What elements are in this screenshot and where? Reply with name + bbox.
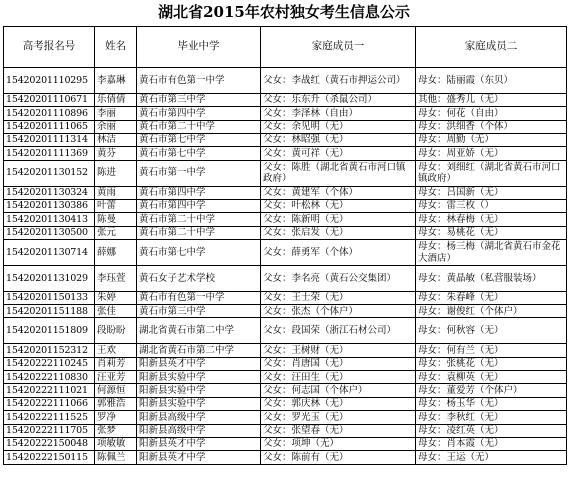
table-row bbox=[4, 240, 567, 266]
cell-exam-id: 15420201130324 bbox=[4, 186, 95, 199]
cell-member-two: 母女：董爱芳（个体户） bbox=[416, 384, 567, 397]
cell-name: 张佳 bbox=[95, 305, 137, 318]
cell-member-one: 父女：张启发（无） bbox=[261, 226, 416, 239]
header-name: 姓名 bbox=[95, 27, 137, 68]
table-row bbox=[4, 68, 567, 94]
table-row bbox=[4, 291, 567, 304]
table-row bbox=[4, 384, 567, 397]
cell-member-two: 母女：雷三枚（） bbox=[416, 199, 567, 212]
cell-exam-id: 15420222110245 bbox=[4, 357, 95, 370]
cell-member-two: 母女：周亚娇（无） bbox=[416, 147, 567, 160]
cell-school: 阳新县高级中学 bbox=[137, 424, 261, 437]
table-row bbox=[4, 397, 567, 410]
cell-member-two: 母女：陆丽霞（东贝） bbox=[416, 68, 567, 94]
table-row bbox=[4, 226, 567, 239]
cell-member-two: 母女：张桃花（无） bbox=[416, 357, 567, 370]
table-row bbox=[4, 147, 567, 160]
cell-name: 段盼盼 bbox=[95, 318, 137, 344]
cell-exam-id: 15420222150048 bbox=[4, 438, 95, 451]
cell-member-one: 父女：黄建军（个体） bbox=[261, 186, 416, 199]
cell-member-two: 母女：周勤（无） bbox=[416, 133, 567, 146]
cell-exam-id: 15420222150115 bbox=[4, 451, 95, 464]
table-row bbox=[4, 305, 567, 318]
cell-exam-id: 15420201110295 bbox=[4, 68, 95, 94]
cell-school: 阳新县实验中学 bbox=[137, 397, 261, 410]
cell-school: 黄石女子艺术学校 bbox=[137, 265, 261, 291]
cell-member-two: 母女：何秋容（无） bbox=[416, 318, 567, 344]
cell-member-one: 父女：乐东升（杀鼠公司） bbox=[261, 93, 416, 106]
cell-name: 郭雅浩 bbox=[95, 397, 137, 410]
cell-member-one: 父女：王士荣（无） bbox=[261, 291, 416, 304]
cell-exam-id: 15420222111705 bbox=[4, 424, 95, 437]
cell-name: 朱婷 bbox=[95, 291, 137, 304]
cell-member-one: 父女：肖唐国（无） bbox=[261, 357, 416, 370]
cell-member-one: 父女：陈新明（无） bbox=[261, 213, 416, 226]
cell-member-two: 母女：朱春峰（无） bbox=[416, 291, 567, 304]
cell-school: 湖北省黄石市第二中学 bbox=[137, 318, 261, 344]
cell-member-two: 母女：林春梅（无） bbox=[416, 213, 567, 226]
cell-member-one: 父女：黄可祥（无） bbox=[261, 147, 416, 160]
cell-name: 王欢 bbox=[95, 344, 137, 357]
cell-name: 汪亚芳 bbox=[95, 371, 137, 384]
cell-school: 湖北省黄石市第二中学 bbox=[137, 344, 261, 357]
cell-exam-id: 15420201130714 bbox=[4, 240, 95, 266]
cell-member-one: 父女：项坤（无） bbox=[261, 438, 416, 451]
cell-school: 黄石市第三中学 bbox=[137, 305, 261, 318]
cell-name: 黄芬 bbox=[95, 147, 137, 160]
cell-school: 黄石市第四中学 bbox=[137, 107, 261, 120]
cell-exam-id: 15420201152312 bbox=[4, 344, 95, 357]
cell-member-one: 父女：李名亮（黄石公交集团） bbox=[261, 265, 416, 291]
table-row bbox=[4, 186, 567, 199]
cell-exam-id: 15420201110896 bbox=[4, 107, 95, 120]
cell-member-two: 母女：刘细红（湖北省黄石市河口镇政府） bbox=[416, 160, 567, 186]
cell-school: 黄石市有色第一中学 bbox=[137, 291, 261, 304]
cell-exam-id: 15420201151188 bbox=[4, 305, 95, 318]
cell-exam-id: 15420222111021 bbox=[4, 384, 95, 397]
cell-name: 罗净 bbox=[95, 411, 137, 424]
cell-member-one: 父女：薛勇军（个体） bbox=[261, 240, 416, 266]
cell-name: 肖莉芳 bbox=[95, 357, 137, 370]
header-row bbox=[4, 27, 567, 68]
cell-name: 项敏敏 bbox=[95, 438, 137, 451]
cell-exam-id: 15420201130413 bbox=[4, 213, 95, 226]
cell-name: 何源恒 bbox=[95, 384, 137, 397]
cell-member-two: 母女：易桃花（无） bbox=[416, 226, 567, 239]
cell-member-two: 母女：杨三梅（湖北省黄石市金花大酒店） bbox=[416, 240, 567, 266]
cell-school: 阳新县英才中学 bbox=[137, 451, 261, 464]
cell-member-one: 父女：陈前有（无） bbox=[261, 451, 416, 464]
cell-school: 阳新县实验中学 bbox=[137, 371, 261, 384]
cell-exam-id: 15420222110830 bbox=[4, 371, 95, 384]
cell-member-one: 父女：段国荣（浙江石材公司） bbox=[261, 318, 416, 344]
cell-member-two: 母女：黄晶敏（私营服装场） bbox=[416, 265, 567, 291]
header-member-two: 家庭成员二 bbox=[416, 27, 567, 68]
cell-member-one: 父女：余见明（无） bbox=[261, 120, 416, 133]
cell-exam-id: 15420201150133 bbox=[4, 291, 95, 304]
cell-member-one: 父女：李战红（黄石市押运公司） bbox=[261, 68, 416, 94]
table-row bbox=[4, 451, 567, 464]
cell-member-two: 母女：吕国新（无） bbox=[416, 186, 567, 199]
table-row bbox=[4, 371, 567, 384]
cell-member-two: 母女：何花（自由） bbox=[416, 107, 567, 120]
page-title: 湖北省2015年农村独女考生信息公示 bbox=[158, 3, 410, 21]
cell-exam-id: 15420201130152 bbox=[4, 160, 95, 186]
header-id: 高考报名号 bbox=[4, 27, 95, 68]
cell-school: 黄石市第四中学 bbox=[137, 199, 261, 212]
cell-exam-id: 15420222111066 bbox=[4, 397, 95, 410]
table-row bbox=[4, 133, 567, 146]
table-row bbox=[4, 424, 567, 437]
info-table bbox=[3, 26, 567, 465]
cell-school: 黄石市第二十中学 bbox=[137, 226, 261, 239]
cell-name: 陈进 bbox=[95, 160, 137, 186]
cell-member-two: 母女：凌红英（无） bbox=[416, 424, 567, 437]
cell-name: 陈曼 bbox=[95, 213, 137, 226]
cell-school: 黄石市第三中学 bbox=[137, 93, 261, 106]
cell-member-one: 父女：汪田生（无） bbox=[261, 371, 416, 384]
cell-name: 薛娜 bbox=[95, 240, 137, 266]
cell-member-one: 父女：张望春（无） bbox=[261, 424, 416, 437]
table-row bbox=[4, 438, 567, 451]
table-row bbox=[4, 107, 567, 120]
cell-member-one: 父女：李泽林（自由） bbox=[261, 107, 416, 120]
table-row bbox=[4, 411, 567, 424]
cell-member-one: 父女：张杰（个体户） bbox=[261, 305, 416, 318]
cell-school: 黄石市第二十中学 bbox=[137, 213, 261, 226]
cell-exam-id: 15420201111369 bbox=[4, 147, 95, 160]
cell-name: 李嘉琳 bbox=[95, 68, 137, 94]
cell-exam-id: 15420201130500 bbox=[4, 226, 95, 239]
cell-name: 乐倩倩 bbox=[95, 93, 137, 106]
table-body bbox=[4, 68, 567, 465]
cell-exam-id: 15420201131029 bbox=[4, 265, 95, 291]
cell-exam-id: 15420201111314 bbox=[4, 133, 95, 146]
cell-school: 黄石市第七中学 bbox=[137, 147, 261, 160]
cell-school: 黄石市第二十中学 bbox=[137, 120, 261, 133]
cell-school: 黄石市第一中学 bbox=[137, 160, 261, 186]
cell-member-one: 父女：王树财（无） bbox=[261, 344, 416, 357]
cell-name: 黄雨 bbox=[95, 186, 137, 199]
cell-member-one: 父女：郭庆林（无） bbox=[261, 397, 416, 410]
cell-member-two: 母女：肖本霞（无） bbox=[416, 438, 567, 451]
cell-name: 林洁 bbox=[95, 133, 137, 146]
table-row bbox=[4, 318, 567, 344]
cell-school: 阳新县英才中学 bbox=[137, 438, 261, 451]
cell-member-two: 母女：洪细香（个体） bbox=[416, 120, 567, 133]
cell-school: 黄石市第四中学 bbox=[137, 186, 261, 199]
table-row bbox=[4, 344, 567, 357]
cell-name: 叶蕾 bbox=[95, 199, 137, 212]
cell-member-one: 父女：林昭强（无） bbox=[261, 133, 416, 146]
cell-member-two: 其他：盛秀儿（无） bbox=[416, 93, 567, 106]
cell-school: 黄石市有色第一中学 bbox=[137, 68, 261, 94]
cell-exam-id: 15420201151809 bbox=[4, 318, 95, 344]
cell-member-one: 父女：陈胜（湖北省黄石市河口镇政府） bbox=[261, 160, 416, 186]
table-row bbox=[4, 213, 567, 226]
table-row bbox=[4, 120, 567, 133]
cell-school: 阳新县实验中学 bbox=[137, 384, 261, 397]
table-row bbox=[4, 357, 567, 370]
table-row bbox=[4, 265, 567, 291]
cell-name: 陈佩兰 bbox=[95, 451, 137, 464]
cell-school: 黄石市第七中学 bbox=[137, 133, 261, 146]
cell-exam-id: 15420222111525 bbox=[4, 411, 95, 424]
cell-member-one: 父女：何志国（个体户） bbox=[261, 384, 416, 397]
cell-member-two: 母女：王运（无） bbox=[416, 451, 567, 464]
cell-name: 张元 bbox=[95, 226, 137, 239]
cell-member-two: 母女：谢俊红（个体户） bbox=[416, 305, 567, 318]
cell-member-two: 母女：袁柳英（无） bbox=[416, 371, 567, 384]
cell-name: 张梦 bbox=[95, 424, 137, 437]
cell-school: 阳新县英才中学 bbox=[137, 357, 261, 370]
header-member-one: 家庭成员一 bbox=[261, 27, 416, 68]
cell-exam-id: 15420201130386 bbox=[4, 199, 95, 212]
cell-exam-id: 15420201111065 bbox=[4, 120, 95, 133]
cell-member-one: 父女：罗光玉（无） bbox=[261, 411, 416, 424]
cell-school: 阳新县高级中学 bbox=[137, 411, 261, 424]
cell-member-two: 母女：何有兰（无） bbox=[416, 344, 567, 357]
cell-member-one: 父女：叶松林（无） bbox=[261, 199, 416, 212]
cell-member-two: 母女：杨玉华（无） bbox=[416, 397, 567, 410]
cell-member-two: 母女：李秋红（无） bbox=[416, 411, 567, 424]
cell-school: 黄石市第七中学 bbox=[137, 240, 261, 266]
cell-name: 李珏萱 bbox=[95, 265, 137, 291]
table-row bbox=[4, 160, 567, 186]
table-row bbox=[4, 93, 567, 106]
cell-exam-id: 15420201110671 bbox=[4, 93, 95, 106]
table-row bbox=[4, 199, 567, 212]
cell-name: 余丽 bbox=[95, 120, 137, 133]
header-school: 毕业中学 bbox=[137, 27, 261, 68]
cell-name: 李丽 bbox=[95, 107, 137, 120]
